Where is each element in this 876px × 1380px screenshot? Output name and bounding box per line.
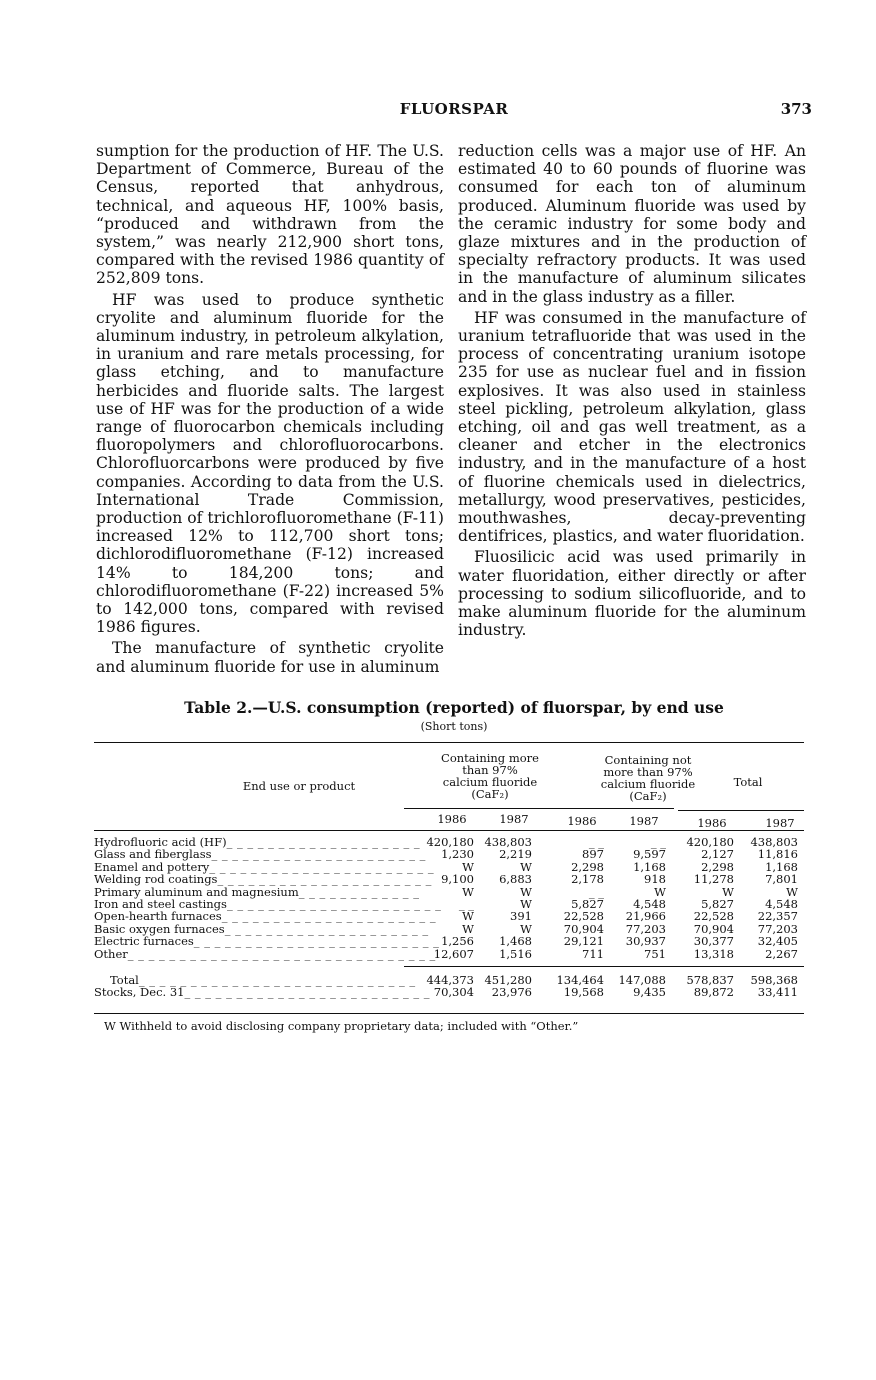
row-value: 21,966: [625, 909, 666, 924]
row-leader: _ _ _ _ _ _ _ _ _ _ _ _: [298, 884, 420, 899]
table-row: [94, 898, 804, 910]
row-value: 134,464: [556, 973, 604, 987]
row-value: 1,168: [633, 859, 666, 874]
total-rule: [404, 966, 804, 967]
group2-line-3: calcium fluoride: [600, 777, 696, 791]
row-value: 751: [644, 946, 666, 961]
group1-line-2: than 97%: [462, 763, 518, 777]
row-value: 147,088: [618, 973, 666, 987]
end-use-header: End use or product: [242, 779, 356, 793]
row-label-text: Glass and fiberglass: [94, 847, 212, 862]
row-value: 451,280: [484, 973, 532, 987]
row-value: 9,435: [633, 985, 666, 999]
table-unit: (Short tons): [420, 720, 488, 733]
row-value: 711: [582, 946, 604, 961]
row-label: [94, 909, 437, 924]
table-row: [94, 861, 804, 873]
page-number: 373: [780, 100, 812, 118]
row-value: W: [520, 921, 532, 936]
row-value: 70,904: [563, 921, 604, 936]
row-value: 33,411: [757, 985, 798, 999]
row-label: [94, 946, 436, 961]
row-value: 1,230: [441, 847, 474, 862]
row-leader: _ _ _ _ _ _ _ _ _ _ _ _ _ _ _ _ _ _ _: [226, 835, 421, 849]
row-value: W: [520, 884, 532, 899]
row-label-text: Primary aluminum and magnesium: [94, 884, 299, 899]
row-value: 4,548: [765, 897, 798, 911]
right-column: [458, 142, 806, 639]
row-leader: _ _ _ _ _ _ _ _ _ _ _ _ _ _ _ _ _ _ _ _ _ _ _ _: [184, 985, 431, 999]
row-value: 22,357: [757, 909, 798, 924]
row-label-text: Other: [94, 946, 128, 961]
table-row: [94, 923, 804, 935]
row-value: 578,837: [686, 973, 734, 987]
row-value: 2,219: [499, 847, 532, 862]
table-bottom-rule: [94, 1013, 804, 1014]
group2-line-2: more than 97%: [603, 765, 693, 779]
row-leader: _ _ _ _ _ _ _ _ _ _ _ _ _ _ _ _ _ _ _ _ _ _ _ _ _ _ _: [138, 973, 416, 987]
row-label-text: Hydrofluoric acid (HF): [94, 835, 227, 849]
table-row: [94, 910, 804, 922]
row-value: 70,904: [693, 921, 734, 936]
group-header-more-than-97: [412, 752, 568, 800]
left-paragraph-1: sumption for the production of HF. The U.S. Department of Commerce, Bureau of the Census, reported that anhydrous, technical, and aqueous HF, 100% basis, “produced and withdrawn from the system,” was nearly 212,900 short tons, compared with the revised 1986 quantity of 252,809 tons.: [96, 142, 444, 288]
row-value: 1,516: [499, 946, 532, 961]
row-value: 9,100: [441, 872, 474, 887]
row-value: 77,203: [757, 921, 798, 936]
header-bottom-rule: [94, 830, 804, 831]
row-value: 77,203: [625, 921, 666, 936]
row-value: _ _: [458, 897, 474, 911]
row-value: 6,883: [499, 872, 532, 887]
row-value: 7,801: [765, 872, 798, 887]
row-value: 2,298: [571, 859, 604, 874]
row-leader: _ _ _ _ _ _ _ _ _ _ _ _ _ _ _ _ _ _ _ _ _: [211, 847, 426, 862]
row-value: 89,872: [693, 985, 734, 999]
table-row: [94, 935, 804, 947]
table-top-rule: [94, 742, 804, 743]
table-footnote: W Withheld to avoid disclosing company proprietary data; included with “Other.”: [104, 1019, 579, 1033]
group1-rule: [404, 808, 568, 809]
row-label-text: Enamel and pottery: [94, 859, 210, 874]
row-label-text: Open-hearth furnaces: [94, 909, 222, 924]
left-paragraph-3: The manufacture of synthetic cryolite and aluminum fluoride for use in aluminum: [96, 639, 444, 676]
table-row: [94, 948, 804, 960]
row-value: 29,121: [563, 934, 604, 949]
row-value: W: [462, 884, 474, 899]
right-paragraph-1: reduction cells was a major use of HF. An estimated 40 to 60 pounds of fluorine was consumed for each ton of aluminum produced. Aluminum fluoride was used by the ceramic industry for some body and glaze mixtures and in the production of specialty refractory products. It was used in the manufacture of aluminum silicates and in the glass industry as a filler.: [458, 142, 806, 306]
row-value: 4,548: [633, 897, 666, 911]
row-value: _ _: [588, 835, 604, 849]
row-label-text: Iron and steel castings: [94, 897, 227, 911]
row-value: 1,168: [765, 859, 798, 874]
row-leader: _ _ _ _ _ _ _ _ _ _ _ _ _ _ _ _ _ _ _ _ _ _ _ _ _ _ _ _ _ _: [127, 946, 436, 961]
running-head: [96, 100, 812, 122]
row-value: 918: [644, 872, 666, 887]
row-value: 444,373: [426, 973, 474, 987]
year-header: 1987: [499, 812, 529, 826]
row-value: 420,180: [686, 835, 734, 849]
table-row: [94, 848, 804, 860]
row-value: 438,803: [484, 835, 532, 849]
row-value: 2,267: [765, 946, 798, 961]
row-value: 22,528: [563, 909, 604, 924]
row-value: W: [462, 909, 474, 924]
row-leader: _ _ _ _ _ _ _ _ _ _ _ _ _ _ _ _ _ _ _ _ _: [226, 897, 442, 911]
row-label: [94, 897, 442, 911]
group3-rule: [678, 810, 804, 811]
row-value: 897: [582, 847, 604, 862]
row-value: W: [462, 859, 474, 874]
row-label: [94, 872, 432, 887]
row-value: 5,827: [701, 897, 734, 911]
group-header-total: Total: [733, 775, 763, 789]
row-label: [94, 934, 440, 949]
table-row: [94, 886, 804, 898]
right-paragraph-3: Fluosilicic acid was used primarily in water fluoridation, either directly or after processing to sodium silicofluoride, and to make aluminum fluoride for the aluminum industry.: [458, 548, 806, 640]
row-value: W: [462, 921, 474, 936]
group2-line-1: Containing not: [604, 753, 692, 767]
group1-line-1: Containing more: [441, 751, 539, 765]
row-value: 30,937: [625, 934, 666, 949]
row-value: 2,298: [701, 859, 734, 874]
row-value: 32,405: [757, 934, 798, 949]
year-header: 1987: [629, 814, 659, 828]
row-value: W: [520, 897, 532, 911]
table-row: [94, 836, 804, 848]
group1-line-4: (CaF₂): [471, 787, 509, 801]
stocks-row: [94, 986, 804, 998]
row-value: 11,816: [757, 847, 798, 862]
row-value: 5,827: [571, 897, 604, 911]
row-label: [94, 835, 421, 849]
row-value: 23,976: [491, 985, 532, 999]
group1-line-3: calcium fluoride: [442, 775, 538, 789]
row-leader: _ _ _ _ _ _ _ _ _ _ _ _ _ _ _ _ _ _ _ _ _ _: [209, 859, 435, 874]
row-label-text: Total: [110, 973, 139, 987]
row-value: 13,318: [693, 946, 734, 961]
left-paragraph-2: HF was used to produce synthetic cryolite and aluminum fluoride for the aluminum industry, in petroleum alkylation, in uranium and rare metals processing, for glass etching, and to manufacture herbicides and fluoride salts. The largest use of HF was for the production of a wide range of fluorocarbon chemicals including fluoropolymers and chlorofluorocarbons. Chlorofluorcarbons were produced by five companies. According to data from the U.S. International Trade Commission, production of trichlorofluoromethane (F-11) increased 12% to 112,700 short tons; dichlorodifluoromethane (F-12) increased 14% to 184,200 tons; and chlorodifluoromethane (F-22) increased 5% to 142,000 tons, compared with revised 1986 figures.: [96, 290, 444, 637]
row-value: 70,304: [433, 985, 474, 999]
row-leader: _ _ _ _ _ _ _ _ _ _ _ _ _ _ _ _ _ _ _ _ _: [221, 909, 437, 924]
row-value: 22,528: [693, 909, 734, 924]
row-label: [94, 884, 420, 899]
year-header: 1986: [437, 812, 467, 826]
row-value: 9,597: [633, 847, 666, 862]
row-label-text: Basic oxygen furnaces: [94, 921, 225, 936]
row-value: 30,377: [693, 934, 734, 949]
row-value: W: [786, 884, 798, 899]
row-label: [94, 847, 426, 862]
row-label-text: Stocks, Dec. 31: [94, 985, 185, 999]
table-title: Table 2.—U.S. consumption (reported) of fluorspar, by end use: [184, 698, 724, 717]
group2-rule: [568, 808, 674, 809]
row-value: 391: [510, 909, 532, 924]
row-label: [94, 921, 429, 936]
row-value: 2,178: [571, 872, 604, 887]
row-value: W: [722, 884, 734, 899]
row-value: 598,368: [750, 973, 798, 987]
year-header: 1986: [567, 814, 597, 828]
row-value: 1,468: [499, 934, 532, 949]
row-label-text: Welding rod coatings: [94, 872, 218, 887]
right-paragraph-2: HF was consumed in the manufacture of uranium tetrafluoride that was used in the process of concentrating uranium isotope 235 for use as nuclear fuel and in fission explosives. It was also used in stainless steel pickling, petroleum alkylation, glass etching, oil and gas well treatment, as a cleaner and etcher in the electronics industry, and in the manufacture of a host of fluorine chemicals used in dielectrics, metallurgy, wood preservatives, pesticides, mouthwashes, decay-preventing dentifrices, plastics, and water fluoridation.: [458, 308, 806, 546]
row-value: W: [654, 884, 666, 899]
row-value: 1,256: [441, 934, 474, 949]
year-header: 1986: [697, 816, 727, 830]
row-value: 2,127: [701, 847, 734, 862]
row-leader: _ _ _ _ _ _ _ _ _ _ _ _ _ _ _ _ _ _ _ _ _ _ _ _: [193, 934, 440, 949]
row-value: 420,180: [426, 835, 474, 849]
left-column: [96, 142, 444, 676]
group2-line-4: (CaF₂): [629, 789, 667, 803]
row-value: _ _: [588, 884, 604, 899]
row-leader: _ _ _ _ _ _ _ _ _ _ _ _ _ _ _ _ _ _ _ _: [224, 921, 429, 936]
row-value: 12,607: [433, 946, 474, 961]
row-value: W: [520, 859, 532, 874]
row-value: _ _: [650, 835, 666, 849]
row-label: [94, 985, 431, 999]
row-leader: _ _ _ _ _ _ _ _ _ _ _ _ _ _ _ _ _ _ _ _ _: [217, 872, 432, 887]
row-value: 19,568: [563, 985, 604, 999]
running-title: FLUORSPAR: [399, 100, 509, 118]
row-label-text: Electric furnaces: [94, 934, 194, 949]
table-row: [94, 873, 804, 885]
year-header: 1987: [765, 816, 795, 830]
row-label: [94, 859, 435, 874]
row-value: 438,803: [750, 835, 798, 849]
row-value: 11,278: [693, 872, 734, 887]
